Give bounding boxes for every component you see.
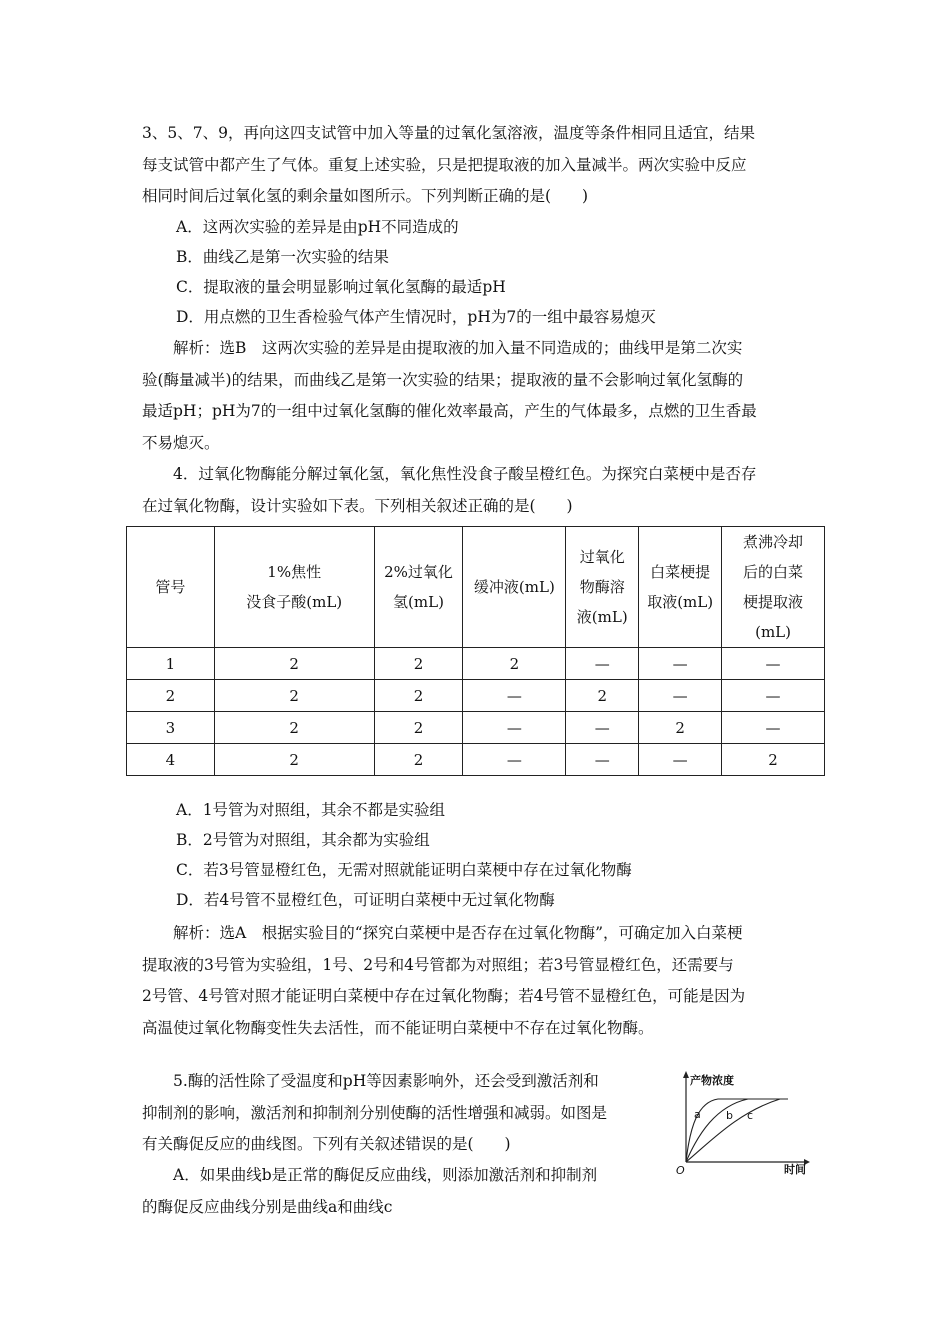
- q3-analysis-line: 验(酶量减半)的结果，而曲线乙是第一次实验的结果；提取液的量不会影响过氧化氢酶的: [142, 370, 744, 389]
- header-buffer: 缓冲液(mL): [463, 527, 566, 648]
- q3-analysis-line: 最适pH；pH为7的一组中过氧化氢酶的催化效率最高，产生的气体最多，点燃的卫生香最: [142, 402, 757, 420]
- header-cabbage-extract: 白菜梗提 取液(mL): [639, 527, 722, 648]
- table-row: [127, 744, 825, 776]
- table-cell: —: [639, 744, 722, 776]
- q4-stem: [142, 459, 808, 522]
- table-cell: 2: [566, 680, 639, 712]
- q3-analysis-line: 解析：选B 这两次实验的差异是由提取液的加入量不同造成的；曲线甲是第二次实: [173, 339, 743, 357]
- enzyme-reaction-figure: [676, 1066, 816, 1176]
- q3-stem-line: 3、5、7、9，再向这四支试管中加入等量的过氧化氢溶液，温度等条件相同且适宜，结果: [142, 124, 755, 142]
- y-axis-arrow-icon: [683, 1071, 689, 1078]
- q4-option-d: D．若4号管不显橙红色，可证明白菜梗中无过氧化物酶: [176, 891, 555, 909]
- q4-analysis-line: 高温使过氧化物酶变性失去活性，而不能证明白菜梗中不存在过氧化物酶。: [142, 1018, 654, 1037]
- table-cell: —: [463, 712, 566, 744]
- table-cell: 2: [722, 744, 825, 776]
- table-cell: 2: [127, 680, 215, 712]
- table-cell: 2: [374, 712, 463, 744]
- experiment-table: [126, 526, 825, 776]
- table-cell: —: [639, 648, 722, 680]
- q5-stem-line: 5.酶的活性除了受温度和pH等因素影响外，还会受到激活剂和: [173, 1072, 599, 1090]
- header-hydrogen-peroxide: 2%过氧化 氢(mL): [374, 527, 463, 648]
- q5-stem-line: 有关酶促反应的曲线图。下列有关叙述错误的是( ): [142, 1135, 511, 1153]
- curve-a-label: a: [694, 1108, 701, 1121]
- q3-stem-line: 相同时间后过氧化氢的剩余量如图所示。下列判断正确的是( ): [142, 187, 589, 205]
- table-cell: 2: [214, 680, 374, 712]
- table-cell: 2: [214, 648, 374, 680]
- origin-label: O: [676, 1164, 685, 1176]
- q3-analysis: [142, 333, 808, 459]
- table-header-row: [127, 527, 825, 648]
- q4-option-a: A．1号管为对照组，其余不都是实验组: [176, 801, 446, 819]
- curve-a: [686, 1099, 788, 1162]
- q3-option-b: B．曲线乙是第一次实验的结果: [176, 248, 389, 266]
- q3-options: [176, 212, 656, 332]
- q3-option-d: D．用点燃的卫生香检验气体产生情况时，pH为7的一组中最容易熄灭: [176, 308, 656, 326]
- q3-option-c: C．提取液的量会明显影响过氧化氢酶的最适pH: [176, 278, 506, 296]
- q3-analysis-line: 不易熄灭。: [142, 433, 220, 452]
- q4-stem-line: 在过氧化物酶，设计实验如下表。下列相关叙述正确的是( ): [142, 496, 573, 515]
- q4-analysis-line: 解析：选A 根据实验目的“探究白菜梗中是否存在过氧化物酶”，可确定加入白菜梗: [173, 924, 743, 942]
- table-cell: —: [463, 680, 566, 712]
- table-cell: 2: [639, 712, 722, 744]
- q5-option-a: [142, 1160, 664, 1223]
- table-cell: —: [722, 712, 825, 744]
- q5-option-a-line: A．如果曲线b是正常的酶促反应曲线，则添加激活剂和抑制剂: [173, 1166, 598, 1184]
- table-row: [127, 712, 825, 744]
- header-pyrogallol: 1%焦性 没食子酸(mL): [214, 527, 374, 648]
- header-tube-number: 管号: [127, 527, 215, 648]
- q5-stem-line: 抑制剂的影响，激活剂和抑制剂分别使酶的活性增强和减弱。如图是: [142, 1103, 608, 1122]
- q4-analysis-line: 2号管、4号管对照才能证明白菜梗中存在过氧化物酶；若4号管不显橙红色，可能是因为: [142, 987, 746, 1005]
- table-cell: 2: [374, 680, 463, 712]
- table-cell: —: [722, 680, 825, 712]
- q4-stem-line: 4．过氧化物酶能分解过氧化氢，氧化焦性没食子酸呈橙红色。为探究白菜梗中是否存: [173, 465, 757, 483]
- table-row: [127, 648, 825, 680]
- x-axis-label: 时间: [784, 1163, 806, 1176]
- q3-stem-line: 每支试管中都产生了气体。重复上述实验，只是把提取液的加入量减半。两次实验中反应: [142, 155, 747, 174]
- q5-option-a-line: 的酶促反应曲线分别是曲线a和曲线c: [142, 1197, 393, 1216]
- table-cell: —: [639, 680, 722, 712]
- q4-analysis: [142, 918, 808, 1044]
- table-cell: —: [566, 648, 639, 680]
- table-cell: 2: [214, 744, 374, 776]
- table-cell: 3: [127, 712, 215, 744]
- q5-stem: [142, 1066, 664, 1161]
- header-peroxidase-solution: 过氧化 物酶溶 液(mL): [566, 527, 639, 648]
- header-boiled-extract: 煮沸冷却 后的白菜 梗提取液 (mL): [722, 527, 825, 648]
- table-cell: 2: [374, 744, 463, 776]
- curve-b-label: b: [726, 1109, 733, 1122]
- table-cell: —: [566, 744, 639, 776]
- table-cell: 2: [374, 648, 463, 680]
- q4-analysis-line: 提取液的3号管为实验组，1号、2号和4号管都为对照组；若3号管显橙红色，还需要与: [142, 955, 734, 974]
- table-row: [127, 680, 825, 712]
- table-cell: —: [722, 648, 825, 680]
- q4-options: [176, 795, 632, 915]
- q3-stem: [142, 118, 808, 213]
- table-cell: 2: [463, 648, 566, 680]
- table-cell: —: [463, 744, 566, 776]
- table-cell: 1: [127, 648, 215, 680]
- table-cell: —: [566, 712, 639, 744]
- y-axis-label: 产物浓度: [690, 1074, 734, 1087]
- curve-c-label: c: [747, 1109, 754, 1122]
- q4-option-c: C．若3号管显橙红色，无需对照就能证明白菜梗中存在过氧化物酶: [176, 861, 632, 879]
- q3-option-a: A．这两次实验的差异是由pH不同造成的: [176, 218, 459, 236]
- table-cell: 4: [127, 744, 215, 776]
- q4-option-b: B．2号管为对照组，其余都为实验组: [176, 831, 430, 849]
- table-cell: 2: [214, 712, 374, 744]
